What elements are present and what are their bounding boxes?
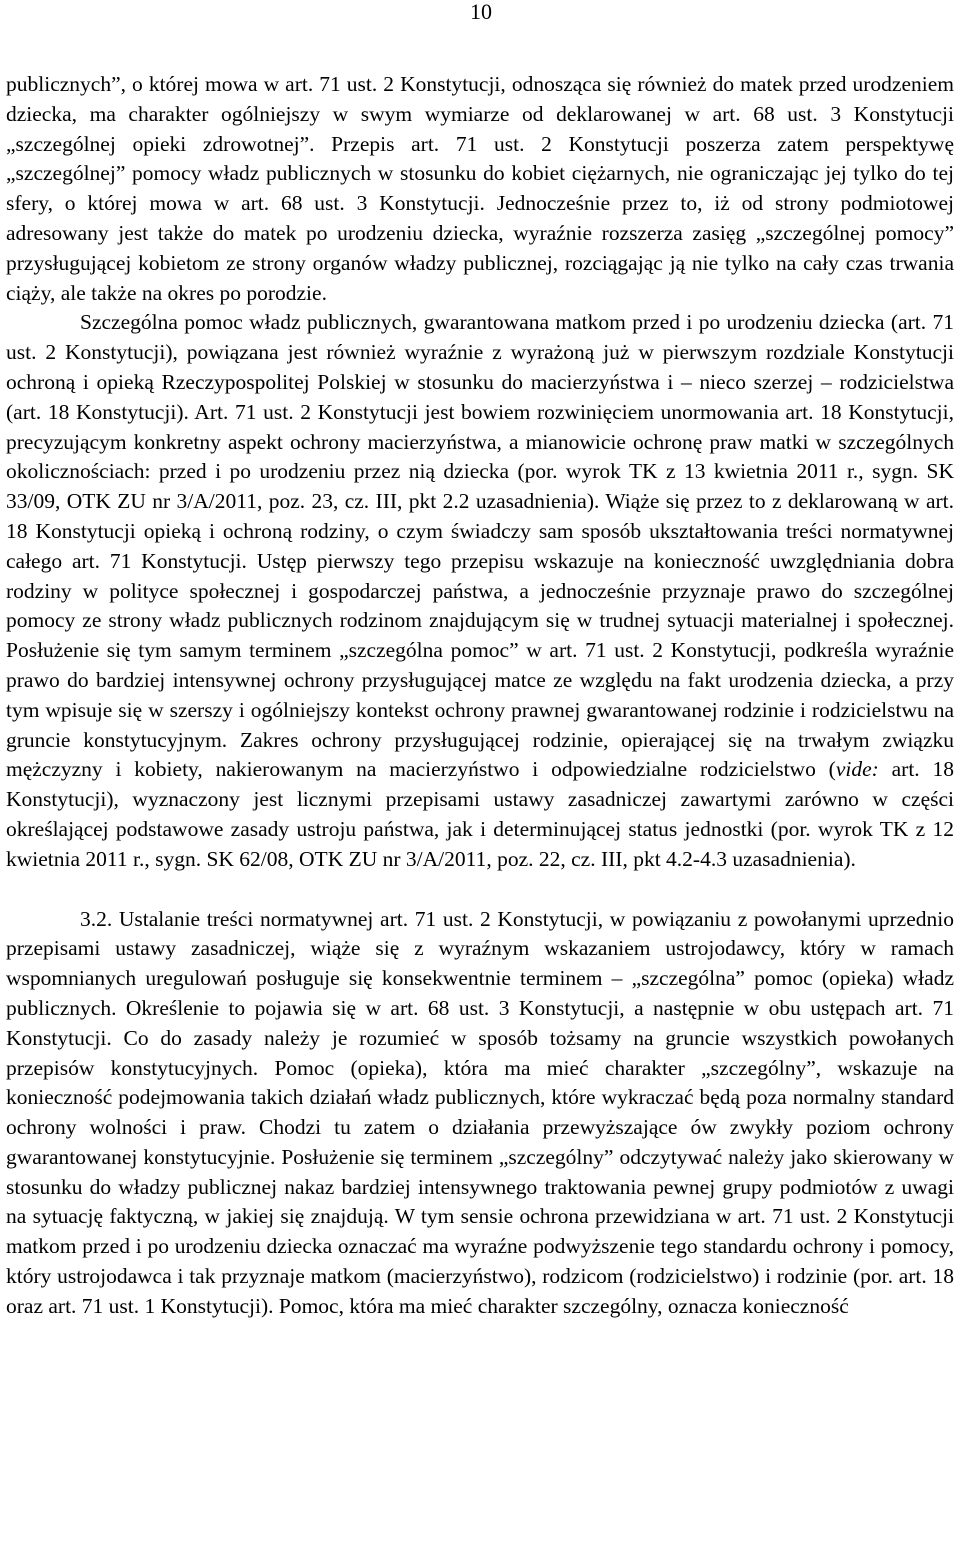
paragraph-continuation: publicznych”, o której mowa w art. 71 ust. 2 Konstytucji, odnosząca się również do matek przed urodzeniem dziecka, ma charakter ogólniejszy w swym wymiarze od deklarowanej w art. 68 ust. 3 Konstytucji „szczególnej opieki zdrowotnej”. Przepis art. 71 ust. 2 Konstytucji poszerza zatem perspektywę „szczególnej” pomocy władz publicznych w stosunku do kobiet ciężarnych, nie ograniczając jej tylko do tej sfery, o której mowa w art. 68 ust. 3 Konstytucji. Jednocześnie przez to, iż od strony podmiotowej adresowany jest także do matek po urodzeniu dziecka, wyraźnie rozszerza zasięg „szczególnej pomocy” przysługującej kobietom ze strony organów władzy publicznej, rozciągając ją nie tylko na cały czas trwania ciąży, ale także na okres po porodzie. xyxy=(6,72,954,305)
document-body xyxy=(6,70,954,1322)
vide-term: vide: xyxy=(835,757,879,782)
paragraph-special-aid-tail: art. 18 Konstytucji), wyznaczony jest licznymi przepisami ustawy zasadniczej zawartymi zarówno w części określającej podstawowe zasady ustroju państwa, jak i determinującej status jednostki (por. wyrok TK z 12 kwietnia 2011 r., sygn. SK 62/08, OTK ZU nr 3/A/2011, poz. 22, cz. III, pkt 4.2-4.3 uzasadnienia). xyxy=(6,757,954,871)
page-number: 10 xyxy=(470,0,492,24)
section-3-2-paragraph: 3.2. Ustalanie treści normatywnej art. 71 ust. 2 Konstytucji, w powiązaniu z powołanymi uprzednio przepisami ustawy zasadniczej, wiąże się z wyraźnym wskazaniem ustrojodawcy, który w ramach wspomnianych uregulowań posługuje się konsekwentnie terminem – „szczególna” pomoc (opieka) władz publicznych. Określenie to pojawia się w art. 68 ust. 3 Konstytucji, a następnie w obu ustępach art. 71 Konstytucji. Co do zasady należy je rozumieć w sposób tożsamy na gruncie wszystkich powołanych przepisów konstytucyjnych. Pomoc (opieka), która ma mieć charakter „szczególny”, wskazuje na konieczność podejmowania takich działań władz publicznych, które wykraczać będą poza normalny standard ochrony wolności i praw. Chodzi tu zatem o działania przewyższające ów zwykły poziom ochrony gwarantowanej konstytucyjnie. Posłużenie się terminem „szczególny” odczytywać należy jako skierowany w stosunku do władzy publicznej nakaz bardziej intensywnego traktowania pewnej grupy podmiotów z uwagi na sytuację faktyczną, w jakiej się znajdują. W tym sensie ochrona przewidziana w art. 71 ust. 2 Konstytucji matkom przed i po urodzeniu dziecka oznaczać ma wyraźne podwyższenie tego standardu ochrony i pomocy, który ustrojodawca i tak przyznaje matkom (macierzyństwo), rodzicom (rodzicielstwo) i rodzinie (por. art. 18 oraz art. 71 ust. 1 Konstytucji). Pomoc, która ma mieć charakter szczególny, oznacza konieczność xyxy=(6,906,954,1318)
paragraph-special-aid xyxy=(6,308,954,874)
paragraph-special-aid-text: Szczególna pomoc władz publicznych, gwarantowana matkom przed i po urodzeniu dziecka (art. 71 ust. 2 Konstytucji), powiązana jest również wyraźnie z wyrażoną już w pierwszym rozdziale Konstytucji ochroną i opieką Rzeczypospolitej Polskiej w stosunku do macierzyństwa i – nieco szerzej – rodzicielstwa (art. 18 Konstytucji). Art. 71 ust. 2 Konstytucji jest bowiem rozwinięciem unormowania art. 18 Konstytucji, precyzującym konkretny aspekt ochrony macierzyństwa, a mianowicie ochronę praw matki w szczególnych okolicznościach: przed i po urodzeniu przez nią dziecka (por. wyrok TK z 13 kwietnia 2011 r., sygn. SK 33/09, OTK ZU nr 3/A/2011, poz. 23, cz. III, pkt 2.2 uzasadnienia). Wiąże się przez to z deklarowaną w art. 18 Konstytucji opieką i ochroną rodziny, o czym świadczy sam sposób ukształtowania treści normatywnej całego art. 71 Konstytucji. Ustęp pierwszy tego przepisu wskazuje na konieczność uwzględniania dobra rodziny w polityce społecznej i gospodarczej państwa, a jednocześnie przyznaje prawo do szczególnej pomocy ze strony władz publicznych rodzinom znajdującym się w trudnej sytuacji materialnej i społecznej. Posłużenie się tym samym terminem „szczególna pomoc” w art. 71 ust. 2 Konstytucji, podkreśla wyraźnie prawo do bardziej intensywnej ochrony przysługującej matce ze względu na fakt urodzenia dziecka, a przy tym wpisuje się w szerszy i ogólniejszy kontekst ochrony prawnej gwarantowanej rodzinie i rodzicielstwu na gruncie konstytucyjnym. Zakres ochrony przysługującej rodzinie, opierającej się na trwałym związku mężczyzny i kobiety, nakierowanym na macierzyństwo i odpowiedzialne rodzicielstwo ( xyxy=(6,310,954,782)
